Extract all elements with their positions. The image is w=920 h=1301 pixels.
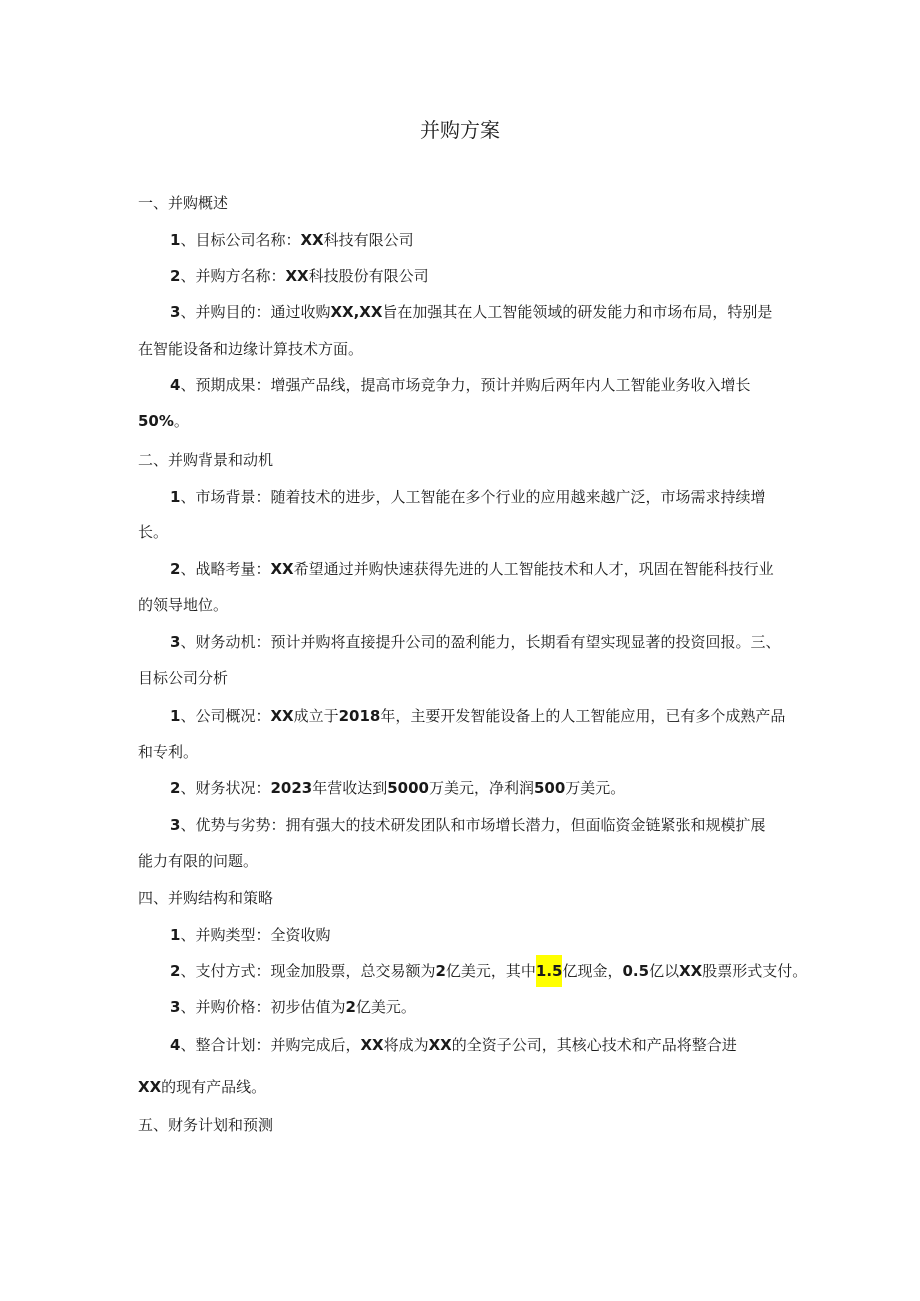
cash-value-highlight: 1.5: [536, 955, 563, 987]
s3-item-3: [170, 814, 765, 836]
item-number: 2: [170, 779, 181, 797]
item-label: 、财务状况：: [180, 779, 271, 797]
item-label: 、并购方名称：: [180, 267, 286, 285]
item-text: 万美元，净利润: [428, 779, 534, 797]
item-text: 亿以: [649, 962, 680, 980]
company-placeholder: XX: [300, 231, 324, 249]
s4-item-1: [170, 924, 330, 946]
s2-item-3: [170, 631, 780, 653]
item-text: 科技股份有限公司: [308, 267, 429, 285]
item-text: 、并购类型：全资收购: [180, 926, 331, 944]
item-number: 1: [170, 926, 181, 944]
valuation-value: 2: [345, 998, 356, 1016]
s4-item-4: [170, 1034, 737, 1056]
item-text: 、市场背景：随着技术的进步，人工智能在多个行业的应用越来越广泛，市场需求持续增: [180, 488, 766, 506]
item-text: 亿美元，其中: [445, 962, 536, 980]
s2-item-1-continuation: 长。: [138, 523, 169, 541]
s3-item-1-continuation: 和专利。: [138, 743, 199, 761]
s3-item-2: [170, 777, 625, 799]
item-text: 的现有产品线。: [161, 1078, 267, 1096]
s1-item-4: [170, 374, 750, 396]
item-text: 。: [173, 412, 189, 430]
item-text: 、整合计划：并购完成后，: [180, 1036, 361, 1054]
total-value: 2: [435, 962, 446, 980]
company-placeholder: XX: [285, 267, 309, 285]
s2-item-2-continuation: 的领导地位。: [138, 596, 229, 614]
section-heading-1: 一、并购概述: [138, 194, 229, 212]
revenue-value: 5000: [387, 779, 429, 797]
stock-value: 0.5: [622, 962, 650, 980]
item-text: 科技有限公司: [323, 231, 414, 249]
growth-percent: 50%: [138, 412, 174, 430]
item-number: 1: [170, 231, 181, 249]
item-number: 1: [170, 488, 181, 506]
s1-item-2: [170, 265, 429, 287]
item-number: 2: [170, 962, 181, 980]
item-text: 万美元。: [565, 779, 626, 797]
s1-item-3-continuation: 在智能设备和边缘计算技术方面。: [138, 340, 364, 358]
section-heading-5: 五、财务计划和预测: [138, 1116, 274, 1134]
s4-item-3: [170, 996, 416, 1018]
item-text: 年营收达到: [312, 779, 388, 797]
section-heading-4: 四、并购结构和策略: [138, 889, 274, 907]
s2-item-3-continuation: 目标公司分析: [138, 669, 229, 687]
s4-item-4-continuation: [138, 1076, 266, 1098]
item-text: 亿现金，: [562, 962, 623, 980]
item-text: 股票形式支付。: [702, 962, 808, 980]
s2-item-2: [170, 558, 774, 580]
s3-item-3-continuation: 能力有限的问题。: [138, 852, 259, 870]
company-placeholder: XX: [138, 1078, 162, 1096]
report-year: 2023: [270, 779, 313, 797]
page-title: 并购方案: [420, 118, 500, 142]
item-number: 4: [170, 376, 181, 394]
s2-item-1: [170, 486, 765, 508]
profit-value: 500: [533, 779, 566, 797]
s1-item-4-continuation: [138, 410, 189, 432]
item-text: 、优势与劣势：拥有强大的技术研发团队和市场增长潜力，但面临资金链紧张和规模扩展: [180, 816, 766, 834]
item-label: 、并购目的：通过收购: [180, 303, 331, 321]
item-label: 、目标公司名称：: [180, 231, 301, 249]
item-number: 2: [170, 560, 181, 578]
item-number: 3: [170, 633, 181, 651]
company-placeholder: XX,XX: [330, 303, 383, 321]
item-text: 的全资子公司，其核心技术和产品将整合进: [451, 1036, 737, 1054]
item-text: 旨在加强其在人工智能领域的研发能力和市场布局，特别是: [382, 303, 773, 321]
item-number: 2: [170, 267, 181, 285]
item-text: 成立于: [293, 707, 339, 725]
item-number: 3: [170, 998, 181, 1016]
item-number: 1: [170, 707, 181, 725]
founded-year: 2018: [338, 707, 381, 725]
s1-item-3: [170, 301, 772, 323]
item-text: 、预期成果：增强产品线，提高市场竞争力，预计并购后两年内人工智能业务收入增长: [180, 376, 751, 394]
item-text: 、并购价格：初步估值为: [180, 998, 346, 1016]
s3-item-1: [170, 705, 785, 727]
company-placeholder: XX: [270, 560, 294, 578]
item-label: 、战略考量：: [180, 560, 271, 578]
company-placeholder: XX: [270, 707, 294, 725]
item-number: 3: [170, 303, 181, 321]
company-placeholder: XX: [679, 962, 703, 980]
item-number: 4: [170, 1036, 181, 1054]
s1-item-1: [170, 229, 414, 251]
section-heading-2: 二、并购背景和动机: [138, 451, 274, 469]
item-label: 、公司概况：: [180, 707, 271, 725]
company-placeholder: XX: [428, 1036, 452, 1054]
item-text: 年，主要开发智能设备上的人工智能应用，已有多个成熟产品: [380, 707, 786, 725]
item-text: 希望通过并购快速获得先进的人工智能技术和人才，巩固在智能科技行业: [293, 560, 774, 578]
item-text: 亿美元。: [355, 998, 416, 1016]
item-number: 3: [170, 816, 181, 834]
s4-item-2: [170, 960, 807, 982]
item-text: 、财务动机：预计并购将直接提升公司的盈利能力，长期看有望实现显著的投资回报。三、: [180, 633, 781, 651]
item-text: 、支付方式：现金加股票，总交易额为: [180, 962, 436, 980]
item-text: 将成为: [383, 1036, 429, 1054]
company-placeholder: XX: [360, 1036, 384, 1054]
